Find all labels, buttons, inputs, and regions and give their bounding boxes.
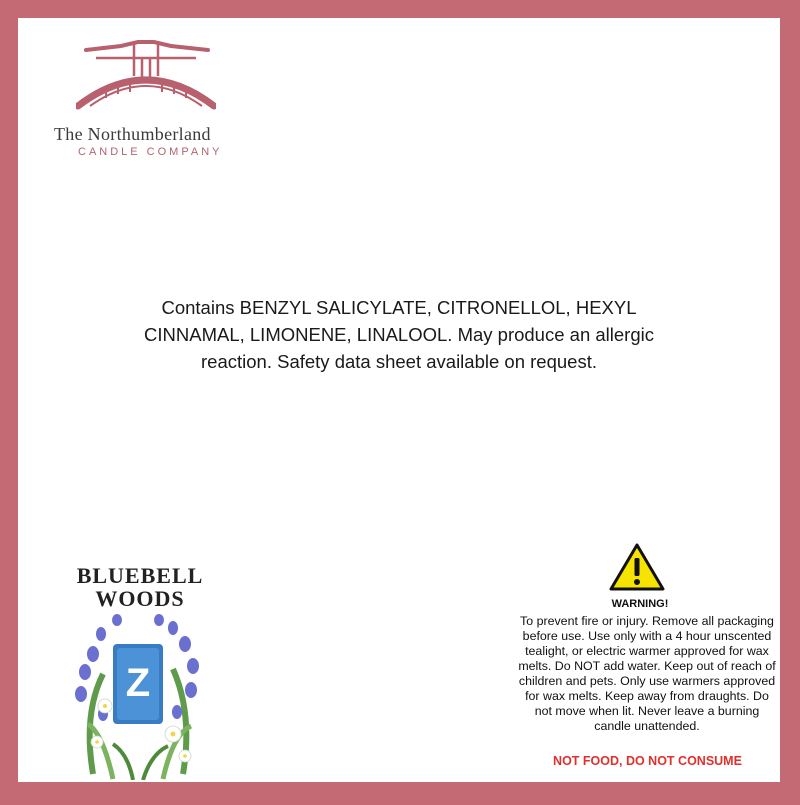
- bluebell-flowers-illustration: [73, 614, 203, 780]
- brand-subtitle: CANDLE COMPANY: [78, 146, 223, 158]
- brand-logo: [38, 36, 248, 166]
- warning-title: WARNING!: [611, 598, 669, 610]
- brand-name: The Northumberland: [54, 124, 211, 144]
- product-name-line1: BLUEBELL: [76, 563, 204, 588]
- product-name: [70, 564, 210, 610]
- label-panel: [18, 18, 780, 782]
- allergen-statement: Contains BENZYL SALICYLATE, CITRONELLOL, HEXYL CINNAMAL, LIMONENE, LINALOOL. May produce an allergic reaction. Safety data sheet available on request.: [144, 297, 654, 372]
- not-food-notice: NOT FOOD, DO NOT CONSUME: [553, 754, 742, 768]
- bridge-logo-icon: [76, 36, 216, 116]
- product-letter: Z: [125, 661, 151, 705]
- warning-text: To prevent fire or injury. Remove all packaging before use. Use only with a 4 hour unscented tealight, or electric warmer approved for wax melts. Do NOT add water. Keep out of reach of children and pets. Only use warmers approved for wax melts. Keep away from draughts. Do not move when lit. Never leave a burning candle unattended.: [518, 614, 776, 733]
- warning-triangle-icon: [608, 542, 666, 597]
- product-name-line2: WOODS: [95, 586, 185, 611]
